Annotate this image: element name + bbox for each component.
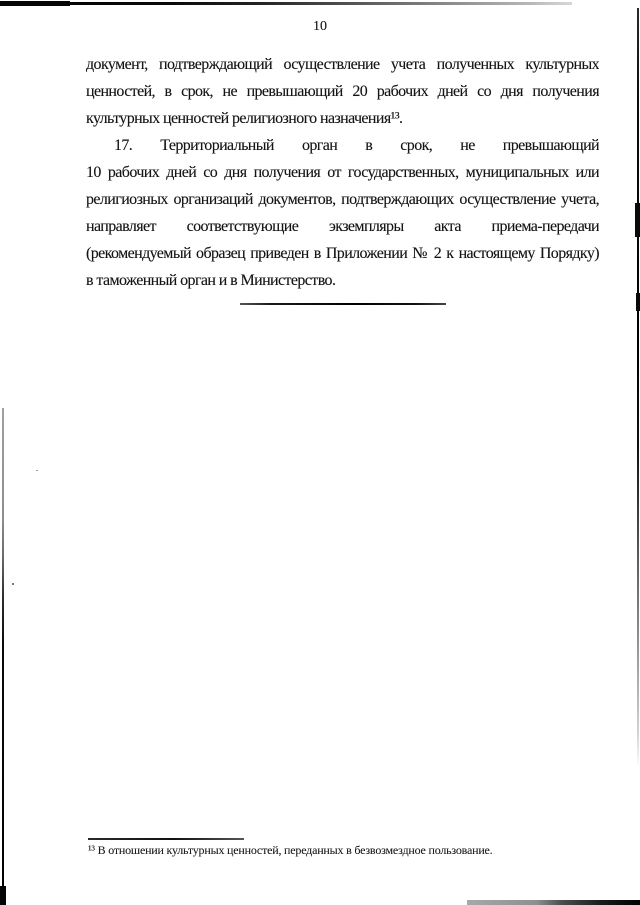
scan-artifact-right-blob [635,203,640,237]
paragraph-line: религиозных организаций документов, подтверждающих осуществление учета, [86,191,599,208]
body-text [86,51,599,294]
page-number: 10 [313,19,327,34]
scan-artifact-left-edge [2,408,4,905]
scan-speck [12,583,14,585]
paragraph-line: в таможенный орган и в Министерство. [86,272,336,289]
paragraph-line: 17. Территориальный орган в срок, не превышающий [114,137,599,154]
scan-speck [36,470,38,471]
scan-artifact-bottom-edge [467,900,640,905]
scan-artifact-top-left-edge [0,1,70,6]
scan-artifact-left-bottom-blob [0,886,6,905]
footnote-text: ¹³ В отношении культурных ценностей, переданных в безвозмездное пользование. [88,843,493,857]
scan-artifact-right-edge [637,8,639,768]
paragraph-line: 10 рабочих дней со дня получения от государственных, муниципальных или [86,164,599,181]
paragraph-line: документ, подтверждающий осуществление учета полученных культурных [86,56,599,73]
paragraph-line: направляет соответствующие экземпляры акта приема-передачи [86,218,599,235]
paragraph-line: (рекомендуемый образец приведен в Приложении № 2 к настоящему Порядку) [86,245,599,262]
scan-artifact-top-edge [0,2,572,5]
paragraph-line: ценностей, в срок, не превышающий 20 рабочих дней со дня получения [86,83,599,100]
scan-artifact-right-blob [636,293,640,311]
paragraph-line: культурных ценностей религиозного назначения¹³. [86,110,403,127]
section-separator-rule [240,303,446,305]
footnote-rule [88,838,244,840]
